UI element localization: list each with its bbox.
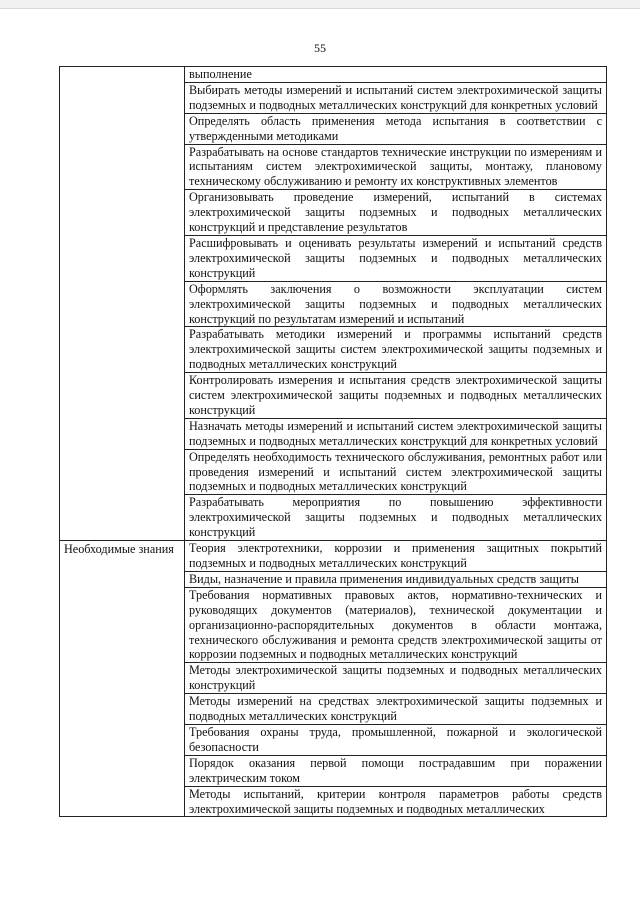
list-item: выполнение [185, 67, 606, 83]
list-item: Разрабатывать на основе стандартов технические инструкции по измерениям и испытаниям систем электрохимической защиты, монтажу, плановому техническому обслуживанию и ремонту их конструктивных элементов [185, 145, 606, 191]
row-content [185, 67, 607, 541]
list-item: Методы измерений на средствах электрохимической защиты подземных и подводных металлических конструкций [185, 694, 606, 725]
row-content [185, 541, 607, 817]
list-item: Определять необходимость технического обслуживания, ремонтных работ или проведения измерений и испытаний систем электрохимической защиты подземных и подводных металлических конструкций [185, 450, 606, 496]
list-item: Организовывать проведение измерений, испытаний в системах электрохимической защиты подземных и подводных металлических конструкций и представление результатов [185, 190, 606, 236]
list-item: Требования нормативных правовых актов, нормативно-технических и руководящих документов (материалов), технической документации и организационно-распорядительных документов в области монтажа, технического обслуживания и ремонта средств электрохимической защиты от коррозии подземных и подводных металлических конструкций [185, 588, 606, 664]
list-item: Требования охраны труда, промышленной, пожарной и экологической безопасности [185, 725, 606, 756]
list-item: Теория электротехники, коррозии и применения защитных покрытий подземных и подводных металлических конструкций [185, 541, 606, 572]
list-item: Назначать методы измерений и испытаний систем электрохимической защиты подземных и подводных металлических конструкций для конкретных условий [185, 419, 606, 450]
list-item: Виды, назначение и правила применения индивидуальных средств защиты [185, 572, 606, 588]
list-item: Разрабатывать мероприятия по повышению эффективности электрохимической защиты подземных и подводных металлических конструкций [189, 495, 602, 540]
page-top-edge [0, 0, 640, 9]
skills-table [59, 66, 607, 817]
table-row [60, 541, 607, 817]
list-item: Определять область применения метода испытания в соответствии с утвержденными методиками [185, 114, 606, 145]
list-item: Контролировать измерения и испытания средств электрохимической защиты систем электрохимической защиты подземных и подводных металлических конструкций [185, 373, 606, 419]
page-number: 55 [314, 41, 326, 55]
list-item: Методы испытаний, критерии контроля параметров работы средств электрохимической защиты подземных и подводных металлических [189, 786, 602, 816]
list-item: Методы электрохимической защиты подземных и подводных металлических конструкций [185, 663, 606, 694]
table-row [60, 67, 607, 541]
list-item: Выбирать методы измерений и испытаний систем электрохимической защиты подземных и подводных металлических конструкций для конкретных условий [185, 83, 606, 114]
list-item: Разрабатывать методики измерений и программы испытаний средств электрохимической защиты систем электрохимической защиты подземных и подводных металлических конструкций [185, 327, 606, 373]
row-label: Необходимые знания [60, 541, 185, 817]
list-item: Расшифровывать и оценивать результаты измерений и испытаний средств электрохимической защиты подземных и подводных металлических конструкций [185, 236, 606, 282]
row-label [60, 67, 185, 541]
list-item: Оформлять заключения о возможности эксплуатации систем электрохимической защиты подземных и подводных металлических конструкций по результатам измерений и испытаний [185, 282, 606, 328]
list-item: Порядок оказания первой помощи пострадавшим при поражении электрическим током [185, 756, 606, 787]
